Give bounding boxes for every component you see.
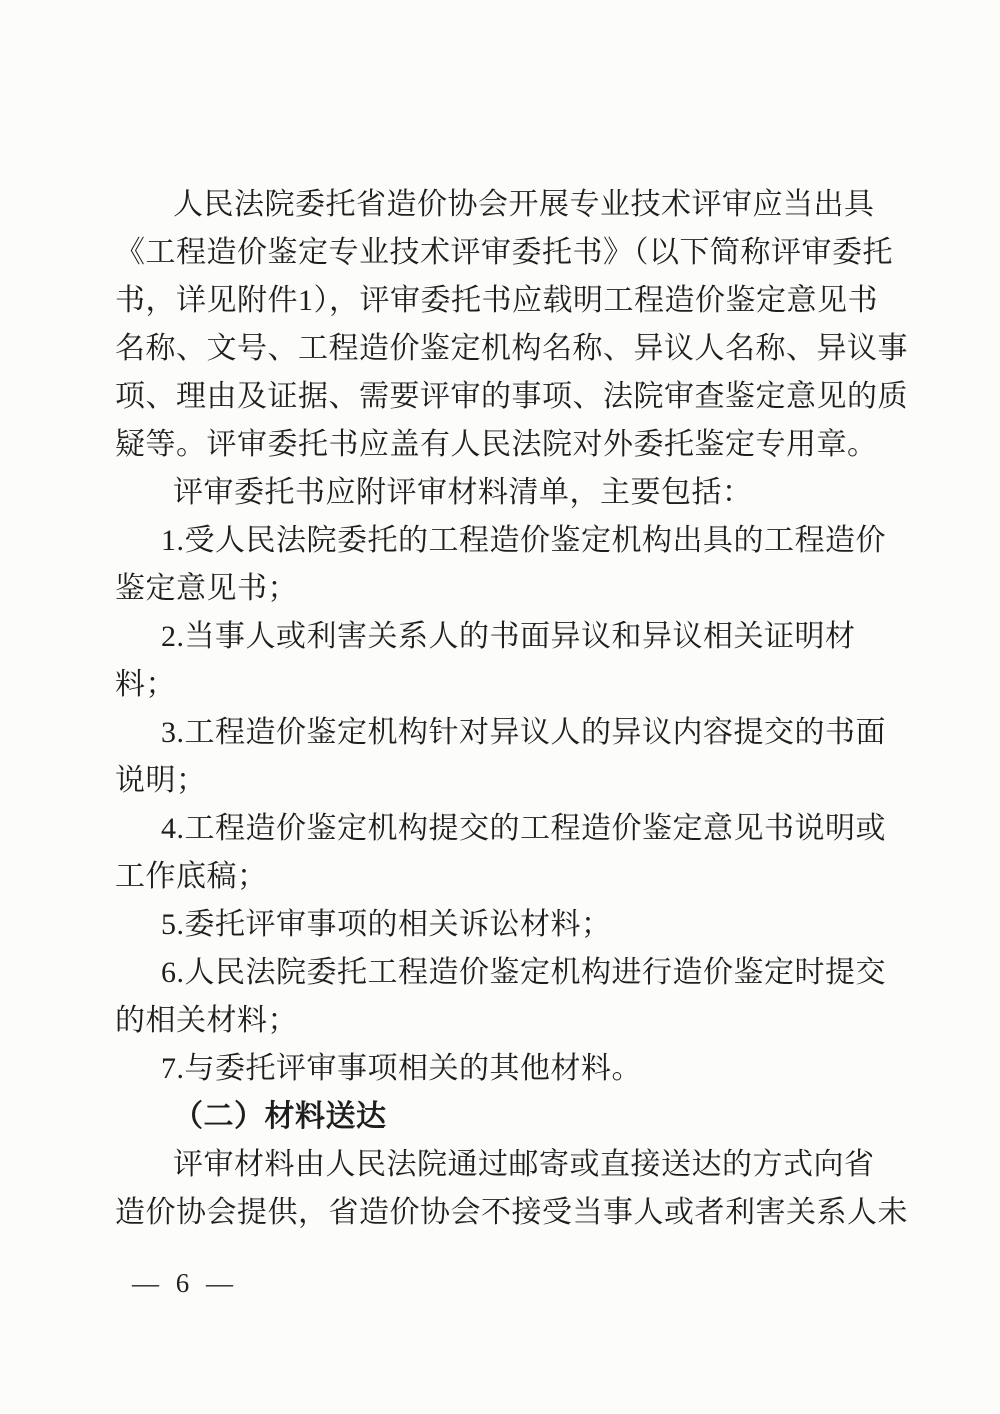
text-line: 《工程造价鉴定专业技术评审委托书》（以下简称评审委托	[115, 236, 893, 269]
text-line: 3.工程造价鉴定机构针对异议人的异议内容提交的书面	[161, 716, 886, 749]
text-line: 5.委托评审事项的相关诉讼材料；	[161, 908, 612, 941]
text-line: 人民法院委托省造价协会开展专业技术评审应当出具	[173, 188, 875, 221]
text-line: 评审材料由人民法院通过邮寄或直接送达的方式向省	[173, 1148, 875, 1181]
text-line: 工作底稿；	[115, 860, 268, 893]
text-line: 2.当事人或利害关系人的书面异议和异议相关证明材	[161, 620, 856, 653]
text-line: 名称、文号、工程造价鉴定机构名称、异议人名称、异议事	[115, 332, 908, 365]
text-line: 7.与委托评审事项相关的其他材料。	[161, 1052, 642, 1085]
text-line: 评审委托书应附评审材料清单，主要包括：	[173, 476, 753, 509]
text-line: 的相关材料；	[115, 1004, 298, 1037]
text-line: 项、理由及证据、需要评审的事项、法院审查鉴定意见的质	[115, 380, 908, 413]
text-line: 书，详见附件1），评审委托书应载明工程造价鉴定意见书	[115, 284, 878, 317]
text-line: 6.人民法院委托工程造价鉴定机构进行造价鉴定时提交	[161, 956, 886, 989]
page-number-footer	[132, 1263, 238, 1303]
text-line: 鉴定意见书；	[115, 572, 298, 605]
text-line: 1.受人民法院委托的工程造价鉴定机构出具的工程造价	[161, 524, 886, 557]
text-line: 料；	[115, 668, 176, 701]
text-line: （二）材料送达	[173, 1100, 387, 1133]
text-line: 疑等。评审委托书应盖有人民法院对外委托鉴定专用章。	[115, 428, 878, 461]
text-line: 造价协会提供，省造价协会不接受当事人或者利害关系人未	[115, 1196, 908, 1229]
text-line: 说明；	[115, 764, 207, 797]
page-number-text: — 6 —	[132, 1268, 238, 1298]
text-line: 4.工程造价鉴定机构提交的工程造价鉴定意见书说明或	[161, 812, 886, 845]
document-body	[115, 181, 908, 1237]
